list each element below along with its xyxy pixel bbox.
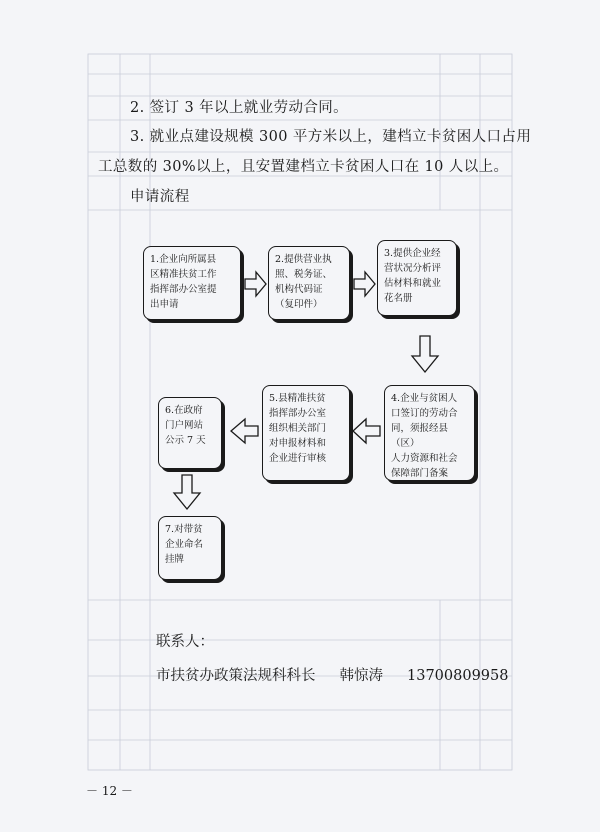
flow-step-1-text: 1.企业向所属县 区精准扶贫工作 指挥部办公室提 出申请 xyxy=(150,254,217,310)
arrow-6-to-7 xyxy=(174,475,200,509)
page-number: － 12 － xyxy=(86,784,133,798)
contact-line xyxy=(156,664,508,685)
arrow-1-to-2 xyxy=(245,272,266,296)
flow-step-2-text: 2.提供营业执 照、税务证、 机构代码证 （复印件） xyxy=(275,254,333,310)
arrow-5-to-6 xyxy=(231,419,258,443)
paragraph-item-3-line-2: 工总数的 30%以上，且安置建档立卡贫困人口在 10 人以上。 xyxy=(98,159,509,175)
flow-step-4-text: 4.企业与贫困人 口签订的劳动合 同，须报经县（区） 人力资源和社会 保障部门备案 xyxy=(391,393,458,479)
flow-step-5-text: 5.县精准扶贫 指挥部办公室 组织相关部门 对申报材料和 企业进行审核 xyxy=(269,393,327,464)
contact-phone: 13700809958 xyxy=(407,668,509,684)
flow-step-7-text: 7.对带贫 企业命名 挂牌 xyxy=(165,524,204,565)
paragraph-item-2: 2. 签订 3 年以上就业劳动合同。 xyxy=(130,100,349,116)
contact-office: 市扶贫办政策法规科科长 xyxy=(156,668,316,684)
arrow-3-to-4 xyxy=(412,336,438,372)
flow-step-6-text: 6.在政府 门户网站 公示 7 天 xyxy=(165,405,206,446)
contact-name: 韩惊涛 xyxy=(339,668,383,684)
paragraph-item-3-line-1: 3. 就业点建设规模 300 平方米以上，建档立卡贫困人口占用 xyxy=(130,129,532,145)
contact-label: 联系人： xyxy=(156,634,214,650)
process-heading: 申请流程 xyxy=(130,189,190,205)
flow-step-3-text: 3.提供企业经 营状况分析评 估材料和就业 花名册 xyxy=(384,248,442,304)
arrow-4-to-5 xyxy=(353,419,380,443)
arrow-2-to-3 xyxy=(354,272,375,296)
